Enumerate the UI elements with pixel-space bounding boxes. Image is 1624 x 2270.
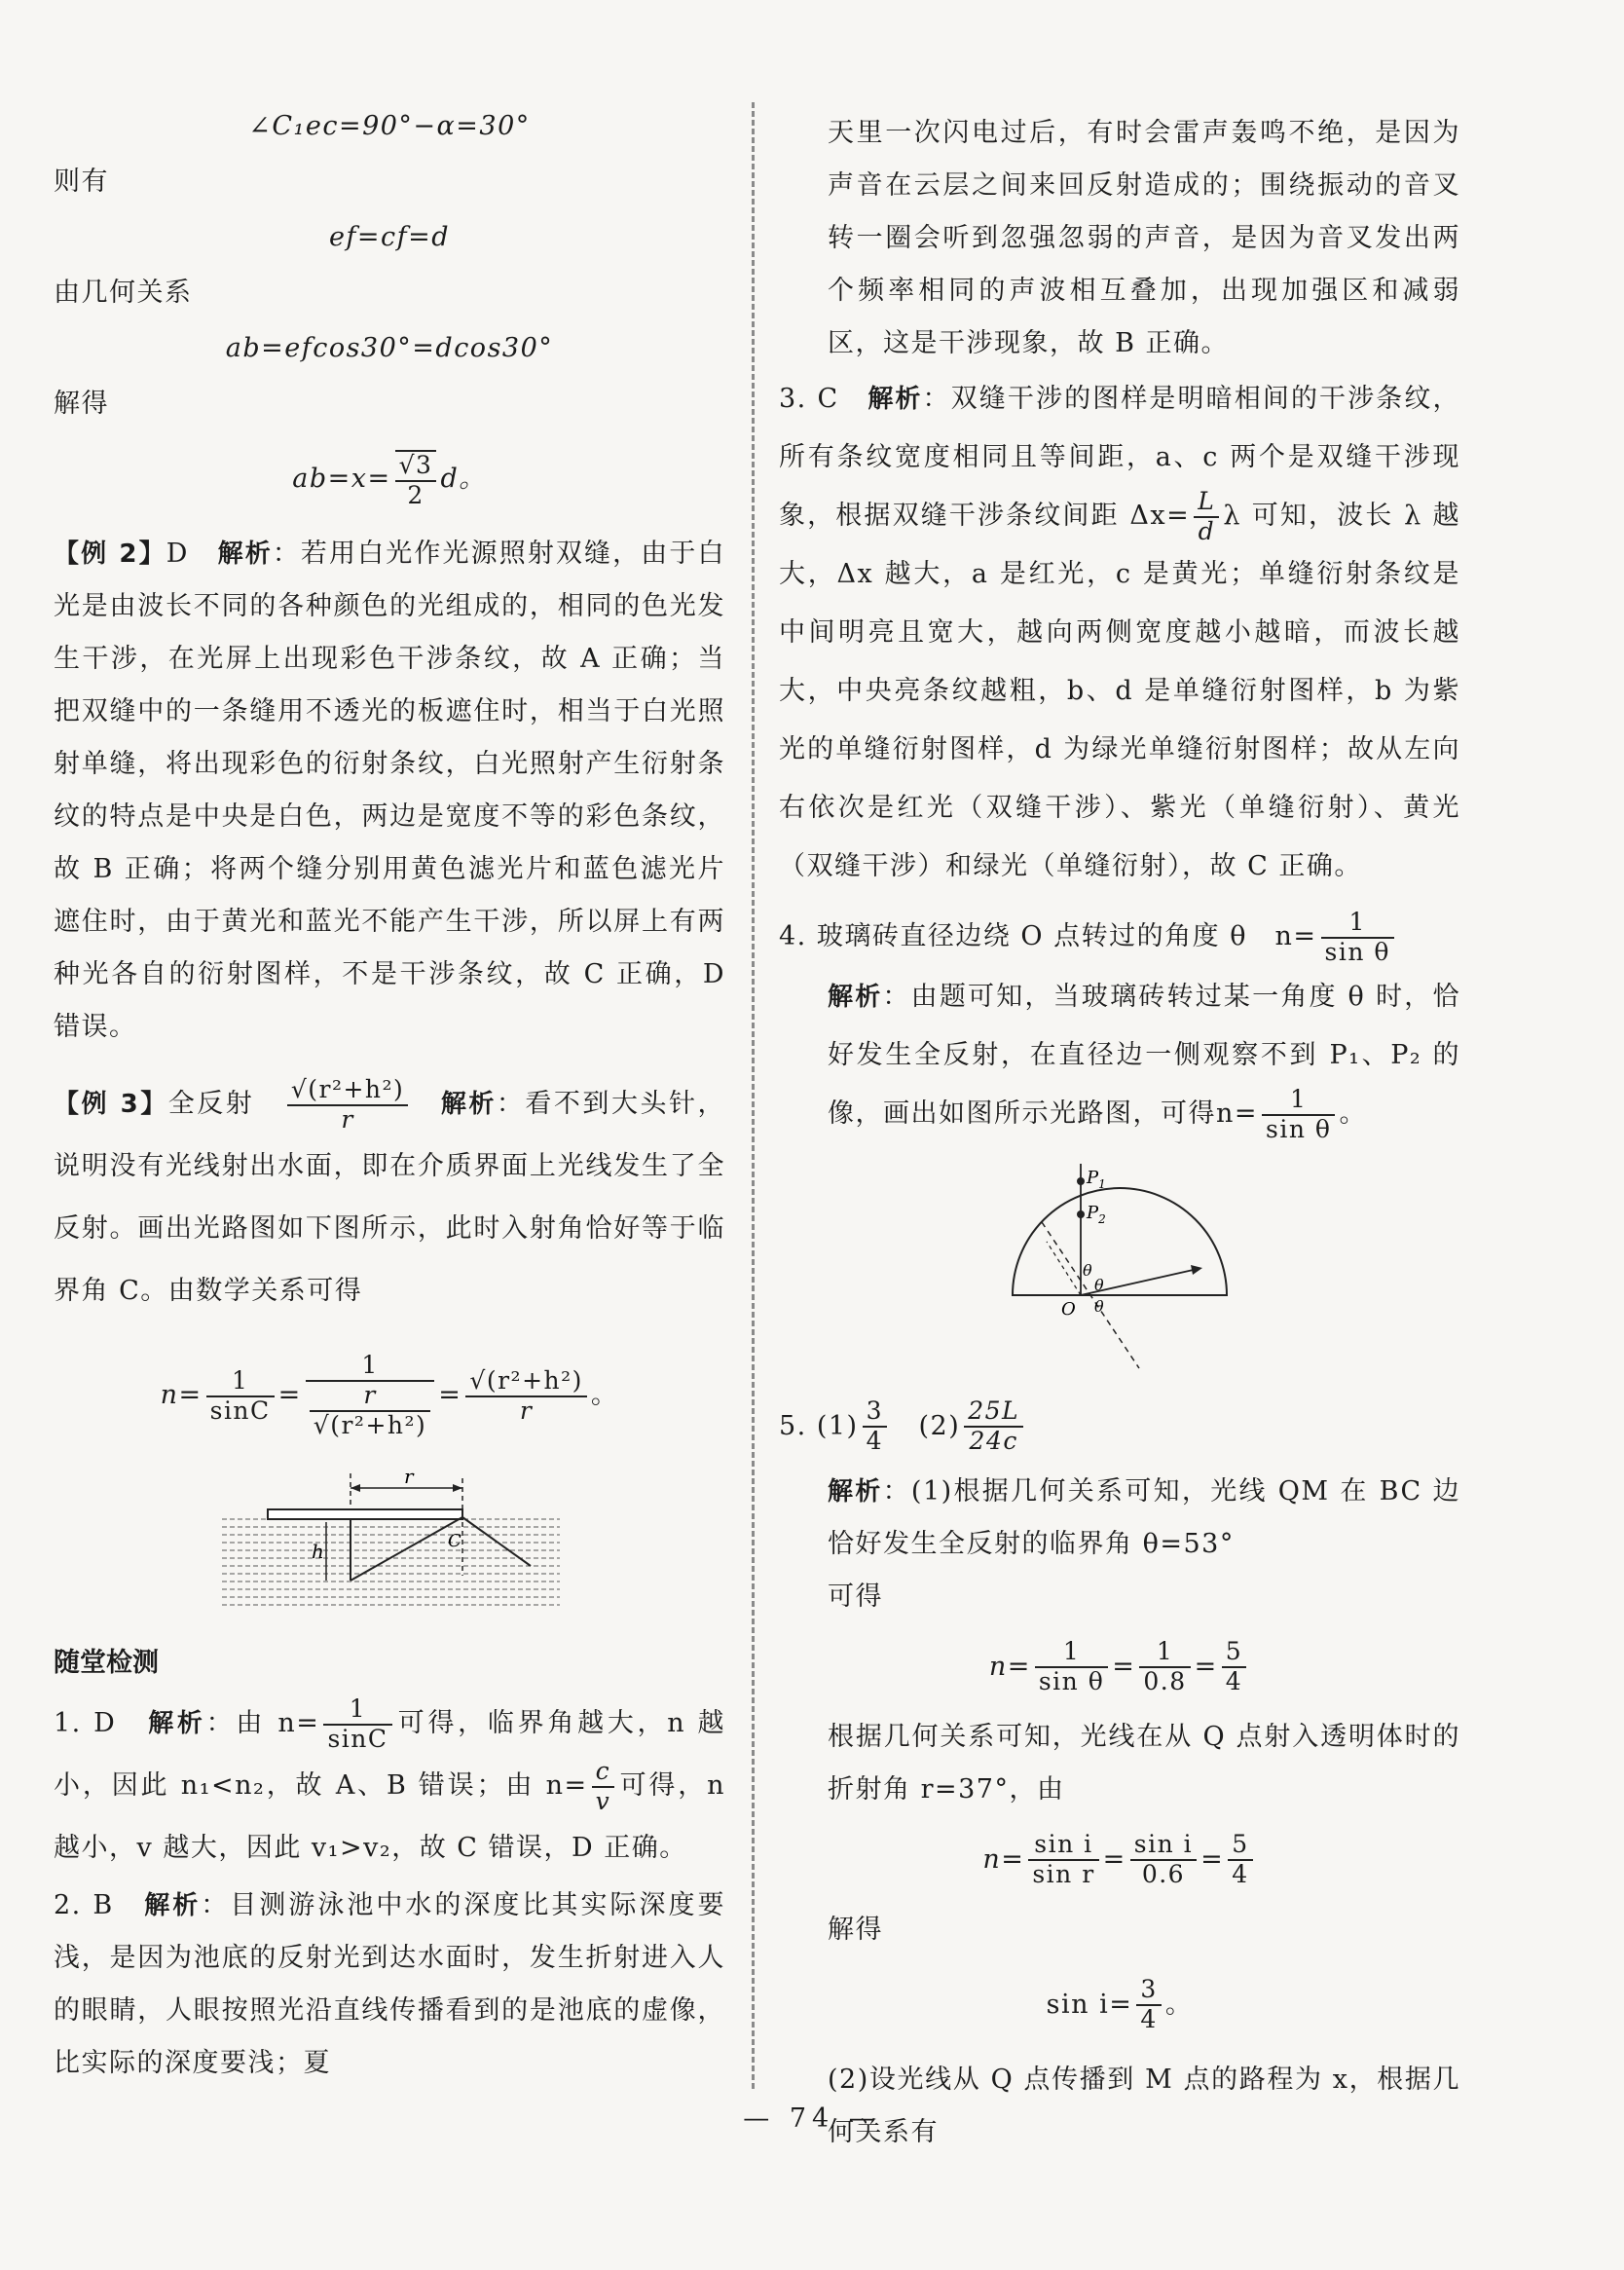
ray-arrow (1191, 1265, 1202, 1275)
r-arrow-right (453, 1484, 462, 1492)
right-column (779, 107, 1460, 2159)
water-region (219, 1517, 560, 1610)
example-3-label: 解析 (412, 1090, 497, 1119)
label-c: C (448, 1531, 461, 1551)
question-1-label: 解析 (148, 1709, 206, 1738)
question-5-analysis: 解析：(1)根据几何关系可知，光线 QM 在 BC 边恰好发生全反射的临界角 θ=53° (828, 1475, 1460, 1559)
text-part-2: (2)设光线从 Q 点传播到 M 点的路程为 x，根据几何关系有 (828, 2064, 1460, 2147)
label-theta-1: θ (1083, 1260, 1092, 1280)
question-2: 2. B 解析：目测游泳池中水的深度比其实际深度要浅，是因为池底的反射光到达水面时，发生折射进入人的眼睛，人眼按照光沿直线传播看到的是池底的虚像，比实际的深度要浅；夏 (54, 1890, 725, 2078)
question-5-label: 解析 (828, 1476, 883, 1507)
question-5: 5. (1) $\frac{3}{4}$ (2) $\frac{25L}{24c}$ (779, 1388, 1460, 1466)
text-geometry: 由几何关系 (54, 278, 193, 308)
question-3: 3. C 解析：双缝干涉的图样是明暗相间的干涉条纹，所有条纹宽度相同且等间距，a、c 两个是双缝干涉现象，根据双缝干涉条纹间距 Δx= $\frac{L}{d}$ λ 可知，波长 λ 越大，Δx 越大，a 是红光，c 是黄光；单缝衍射条纹是中间明亮且宽大，越向两侧宽度越小越暗，而波长越大，中央亮条纹越粗，b、d 是单缝衍射图样，b 为紫光的单缝衍射图样，d 为绿光单缝衍射图样；故从左向右依次是红光（双缝干涉）、紫光（单缝衍射）、黄光（双缝干涉）和绿光（单缝衍射），故 C 正确。 (779, 384, 1460, 882)
equation-angle: ∠C₁ec=90°−α=30° (248, 111, 531, 141)
label-theta-2: θ (1094, 1275, 1104, 1294)
text-solve: 解得 (54, 389, 109, 419)
text-solve-2: 解得 (828, 1914, 883, 1945)
example-2: 【例 2】D 解析：若用白光作光源照射双缝，由于白光是由波长不同的各种颜色的光组成的，相同的色光发生干涉，在光屏上出现彩色干涉条纹，故 A 正确；当把双缝中的一条缝用不透光的板遮住时，相当于白光照射单缝，将出现彩色的衍射条纹，白光照射产生衍射条纹的特点是中央是白色，两边是宽度不等的彩色条纹，故 B 正确；将两个缝分别用黄色滤光片和蓝色滤光片遮住时，由于黄光和蓝光不能产生干涉，所以屏上有两种光各自的衍射图样，不是干涉条纹，故 C 正确，D 错误。 (54, 539, 725, 1042)
label-h: h (312, 1540, 324, 1563)
text-refraction: 根据几何关系可知，光线在从 Q 点射入透明体时的折射角 r=37°，由 (828, 1721, 1460, 1805)
question-2-label: 解析 (144, 1891, 202, 1920)
question-4-analysis: 解析：由题可知，当玻璃砖转过某一角度 θ 时，恰好发生全反射，在直径边一侧观察不到 P₁、P₂ 的像，画出如图所示光路图，可得n= $\frac{1}{\text{sin θ}}$ 。 (828, 982, 1460, 1143)
label-p1: $P_1$ (1087, 1167, 1106, 1191)
plank (268, 1509, 462, 1519)
question-4-label: 解析 (828, 983, 883, 1013)
equation-ab-result: ab=x= $\frac{√3}{2}$ d。 (292, 450, 487, 509)
text-obtain: 可得 (828, 1581, 883, 1612)
r-arrow-left (351, 1484, 360, 1492)
question-2-continued: 天里一次闪电过后，有时会雷声轰鸣不绝，是因为声音在云层之间来回反射造成的；围绕振动的音叉转一圈会听到忽强忽弱的声音，是因为音叉发出两个频率相同的声波相互叠加，出现加强区和减弱区，这是干涉现象，故 B 正确。 (828, 118, 1460, 358)
equation-n-05: n= $\frac{1}{\text{sin θ}}$ = $\frac{1}{0.8}$ = $\frac{5}{4}$ (779, 1623, 1460, 1711)
semicircle (1013, 1188, 1227, 1295)
equation-n-critical: n= $\frac{1}{\sin C}$ = $\frac{1}{\frac{r}{\text{√(r²+h²)}}}$ = $\frac{\text{√(r²+h²)}}{r}$ 。 (160, 1351, 619, 1439)
example-3-tag: 【例 3】 (54, 1090, 168, 1119)
example-2-tag: 【例 2】 (54, 540, 166, 569)
section-title: 随堂检测 (54, 1648, 159, 1678)
page-number: — 74 — (743, 2103, 881, 2134)
figure-total-reflection (214, 1469, 565, 1615)
pin-p1 (1077, 1177, 1085, 1185)
example-3: 【例 3】全反射 $\frac{\text{√(r²+h²)}}{r}$ 解析：看不到大头针，说明没有光线射出水面，即在介质界面上光线发生了全反射。画出光路图如下图所示，此时入射角恰好等于临界角 C。由数学关系可得 (54, 1074, 725, 1306)
equation-n-sin: n= $\frac{\text{sin i}}{\text{sin r}}$ = $\frac{\text{sin i}}{0.6}$ = $\frac{5}{4}$ (779, 1816, 1460, 1904)
figure-glass-semicircle (993, 1154, 1246, 1378)
label-o: O (1061, 1298, 1076, 1320)
column-divider (752, 102, 755, 2089)
question-1: 1. D 解析：由 n= $\frac{1}{\sin C}$ 可得，临界角越大，n 越小，因此 n₁<n₂，故 A、B 错误；由 n= $\frac{c}{v}$ 可得，n 越小，v 越大，因此 v₁>v₂，故 C 错误，D 正确。 (54, 1693, 726, 1863)
equation-ef: ef=cf=d (328, 222, 451, 252)
left-column (54, 97, 725, 2090)
equation-ab: ab=efcos30°=dcos30° (225, 333, 554, 363)
label-theta-3: θ (1094, 1296, 1104, 1316)
equation-sin-i: sin i= $\frac{3}{4}$ 。 (1046, 1975, 1194, 2033)
question-4: 4. 玻璃砖直径边绕 O 点转过的角度 θ n= $\frac{1}{\text{sin θ}}$ (779, 906, 1460, 968)
example-2-label: 解析 (217, 540, 273, 569)
label-r: r (404, 1469, 414, 1488)
question-3-label: 解析 (867, 385, 923, 414)
pin-p2 (1077, 1210, 1085, 1218)
label-p2: $P_2$ (1087, 1202, 1106, 1226)
dashed-extension (1047, 1242, 1081, 1295)
text-then: 则有 (54, 167, 109, 197)
